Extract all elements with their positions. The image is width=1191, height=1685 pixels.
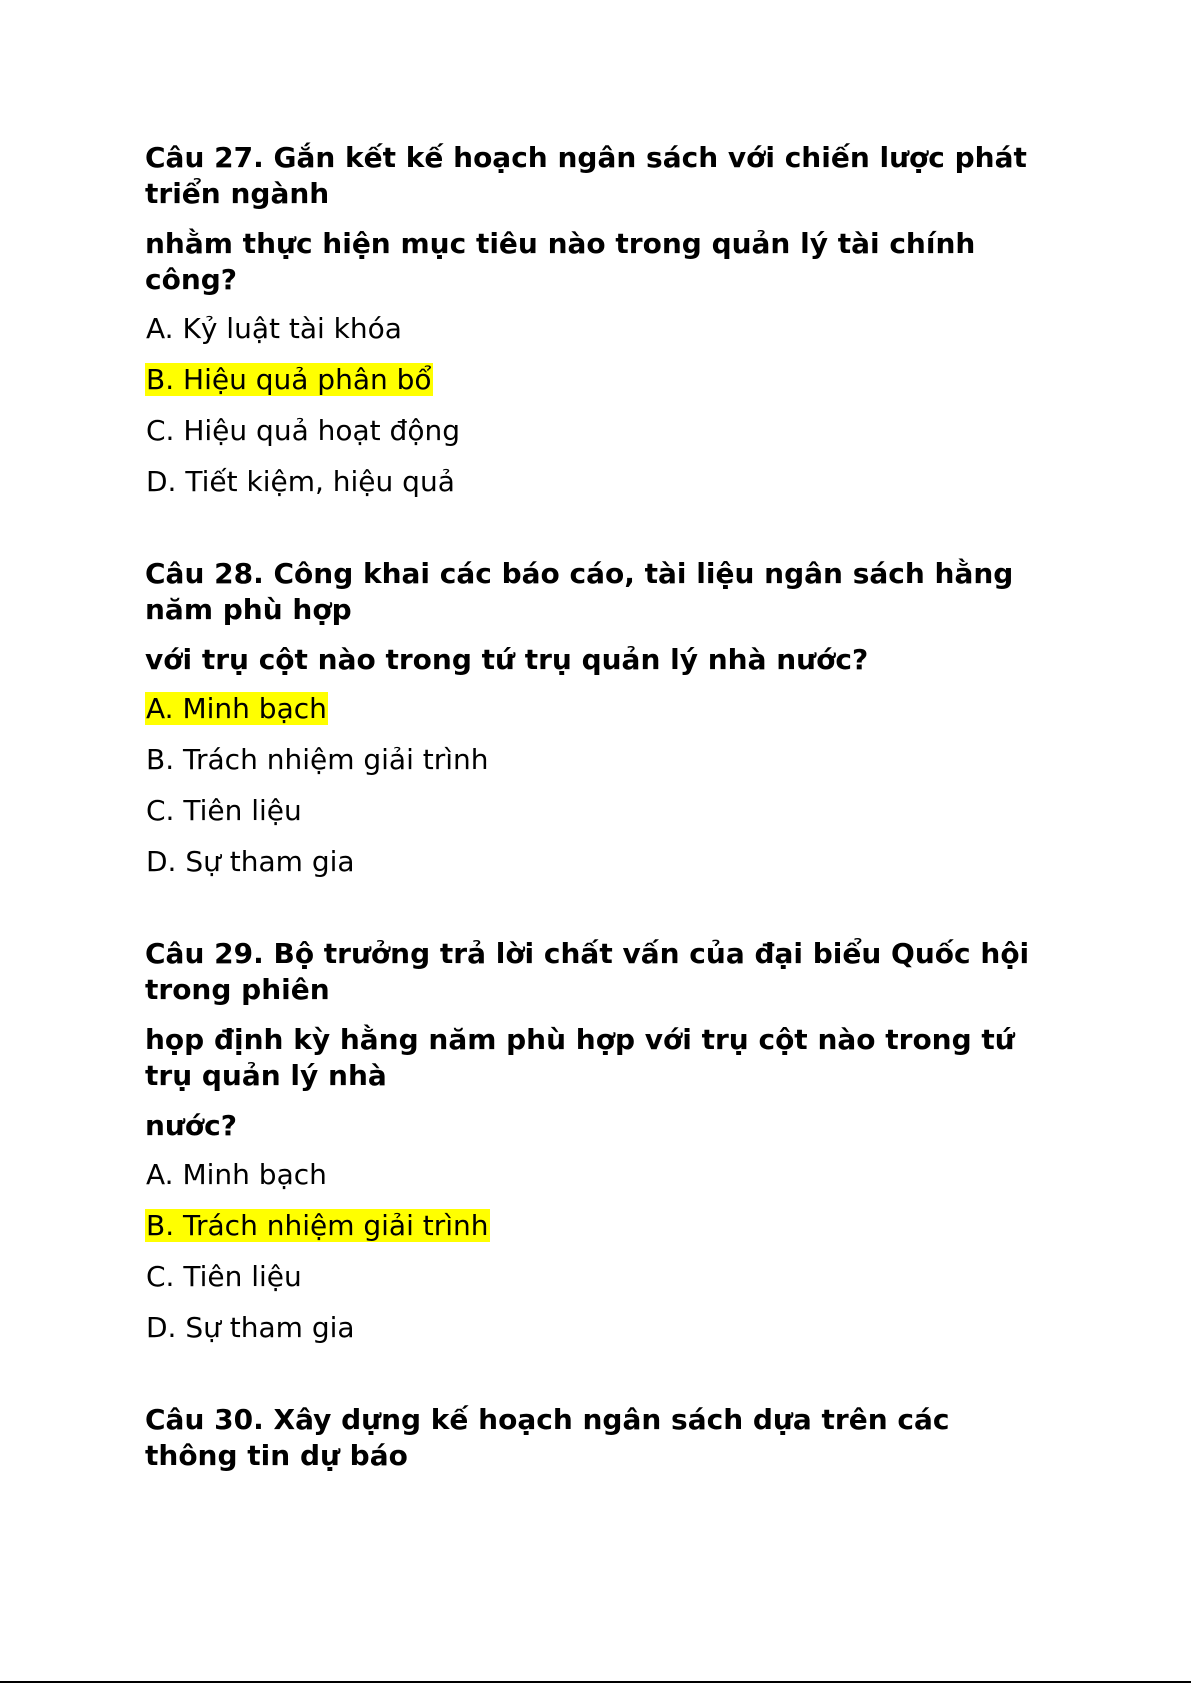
question-text: nước? — [145, 1109, 237, 1142]
answer-option-d: D. Tiết kiệm, hiệu quả — [146, 465, 455, 498]
question-text: Câu 29. Bộ trưởng trả lời chất vấn của đại biểu Quốc hội trong phiên — [145, 937, 1030, 1006]
question-30 — [145, 1402, 1045, 1474]
answer-option-a-highlighted: A. Minh bạch — [146, 692, 327, 725]
question-text: nhằm thực hiện mục tiêu nào trong quản lý tài chính công? — [145, 227, 976, 296]
question-27 — [145, 140, 1045, 499]
answer-option-b-highlighted: B. Trách nhiệm giải trình — [146, 1209, 489, 1242]
question-text: Câu 27. Gắn kết kế hoạch ngân sách với chiến lược phát triển ngành — [145, 141, 1027, 210]
answer-option-c: C. Tiên liệu — [146, 794, 302, 827]
question-29 — [145, 936, 1045, 1345]
question-28 — [145, 556, 1045, 879]
answer-option-b-highlighted: B. Hiệu quả phân bổ — [146, 363, 432, 396]
page-bottom-rule — [0, 1681, 1191, 1683]
question-text: Câu 28. Công khai các báo cáo, tài liệu ngân sách hằng năm phù hợp — [145, 557, 1014, 626]
question-text: họp định kỳ hằng năm phù hợp với trụ cột nào trong tứ trụ quản lý nhà — [145, 1023, 1015, 1092]
answer-option-b: B. Trách nhiệm giải trình — [146, 743, 489, 776]
question-text: Câu 30. Xây dựng kế hoạch ngân sách dựa trên các thông tin dự báo — [145, 1403, 950, 1472]
answer-option-c: C. Hiệu quả hoạt động — [146, 414, 460, 447]
answer-option-c: C. Tiên liệu — [146, 1260, 302, 1293]
answer-option-d: D. Sự tham gia — [146, 1311, 355, 1344]
answer-option-a: A. Minh bạch — [146, 1158, 327, 1191]
answer-option-d: D. Sự tham gia — [146, 845, 355, 878]
answer-option-a: A. Kỷ luật tài khóa — [146, 312, 402, 345]
question-text: với trụ cột nào trong tứ trụ quản lý nhà nước? — [145, 643, 869, 676]
document-page — [145, 140, 1045, 1488]
